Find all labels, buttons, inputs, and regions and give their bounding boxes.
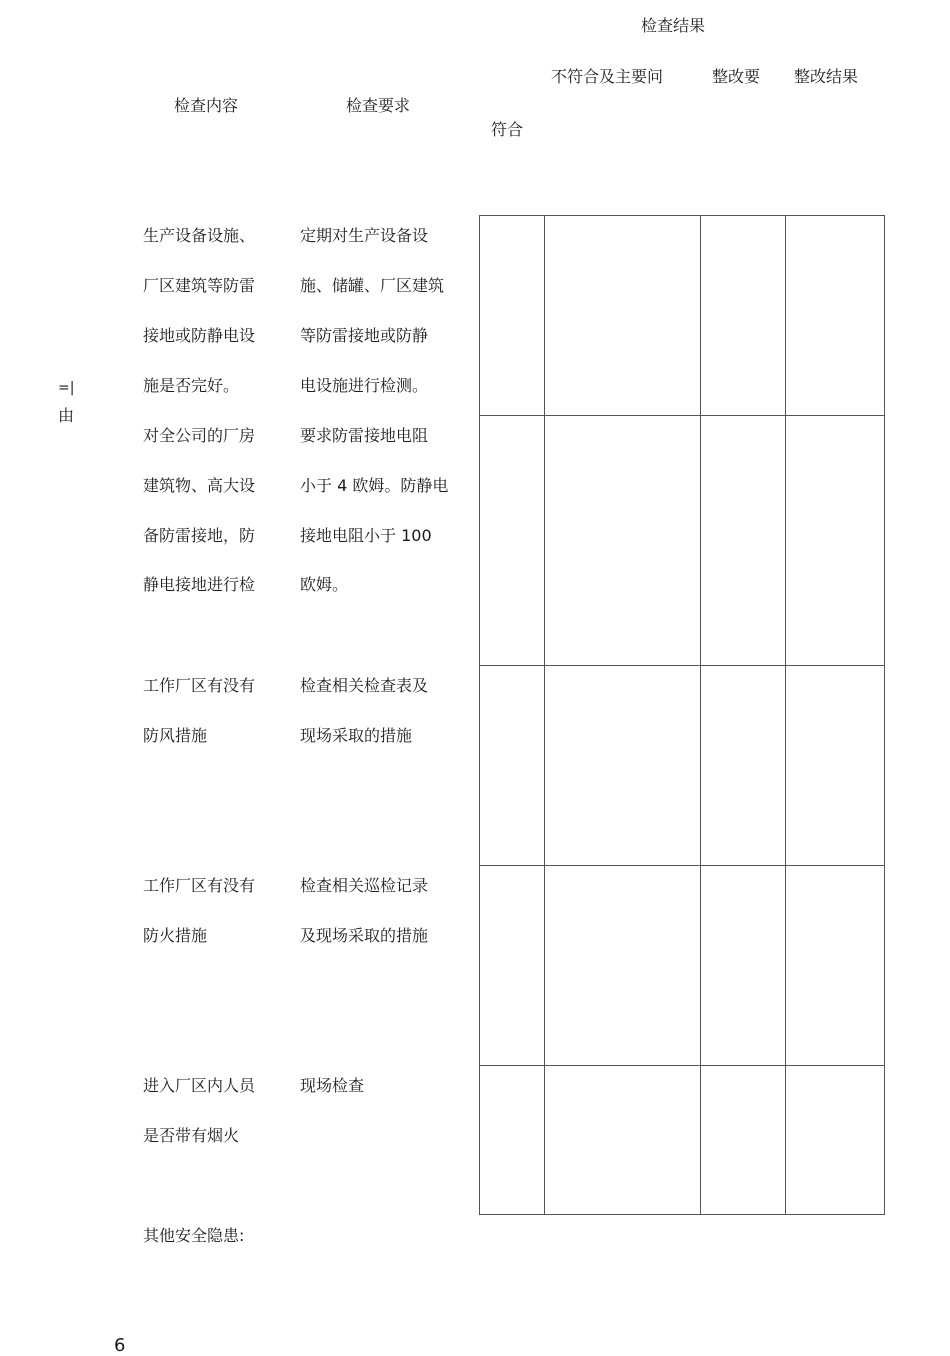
row-content-line: 生产设备设施、 [143,226,256,245]
header-rectify-result: 整改结果 [794,67,859,86]
row-content-line: 对全公司的厂房 [143,426,256,445]
header-content: 检查内容 [174,96,239,115]
result-grid [479,215,885,1215]
row-requirement-line: 检查相关巡检记录 [300,876,429,895]
grid-hline [479,665,885,666]
row-requirement-line: 检查相关检查表及 [300,676,429,695]
grid-hline [479,215,885,216]
row-content-line: 防火措施 [143,926,208,945]
row-requirement-line: 电设施进行检测。 [300,376,429,395]
row-requirement-line: 及现场采取的措施 [300,926,429,945]
row-content-line: 防风措施 [143,726,208,745]
row-requirement-line: 要求防雷接地电阻 [300,426,429,445]
row-content-line: 工作厂区有没有 [143,876,256,895]
grid-hline [479,1065,885,1066]
row-content-line: 工作厂区有没有 [143,676,256,695]
row-content-line: 进入厂区内人员 [143,1076,256,1095]
row-requirement-line: 现场采取的措施 [300,726,413,745]
row-content-line: 是否带有烟火 [143,1126,240,1145]
row-content-line: 备防雷接地，防 [143,526,256,545]
header-result-group: 检查结果 [641,16,706,35]
row-requirement-line: 定期对生产设备设 [300,226,429,245]
row-content-line: 静电接地进行检 [143,575,256,594]
grid-hline [479,865,885,866]
row-content-line: 建筑物、高大设 [143,476,256,495]
row-content-line: 厂区建筑等防雷 [143,276,256,295]
header-conform: 符合 [491,120,524,139]
header-nonconform: 不符合及主要问 [551,67,664,86]
grid-hline [479,1214,885,1215]
row-requirement-line: 现场检查 [300,1076,365,1095]
other-hazards-label: 其他安全隐患: [143,1226,245,1245]
row-requirement-line: 欧姆。 [300,575,349,594]
row-requirement-line: 接地电阻小于 100 [300,526,432,545]
header-requirement: 检查要求 [346,96,411,115]
header-rectify-requirement: 整改要 [712,67,761,86]
row-content-line: 接地或防静电设 [143,326,256,345]
side-label-glyph-2: 由 [58,406,75,425]
row-requirement-line: 施、储罐、厂区建筑 [300,276,445,295]
row-content-line: 施是否完好。 [143,376,240,395]
row-requirement-line: 小于 4 欧姆。防静电 [300,476,449,495]
side-label-glyph-1: =| [58,380,75,396]
row-requirement-line: 等防雷接地或防静 [300,326,429,345]
page-number: 6 [114,1335,126,1356]
grid-hline [479,415,885,416]
